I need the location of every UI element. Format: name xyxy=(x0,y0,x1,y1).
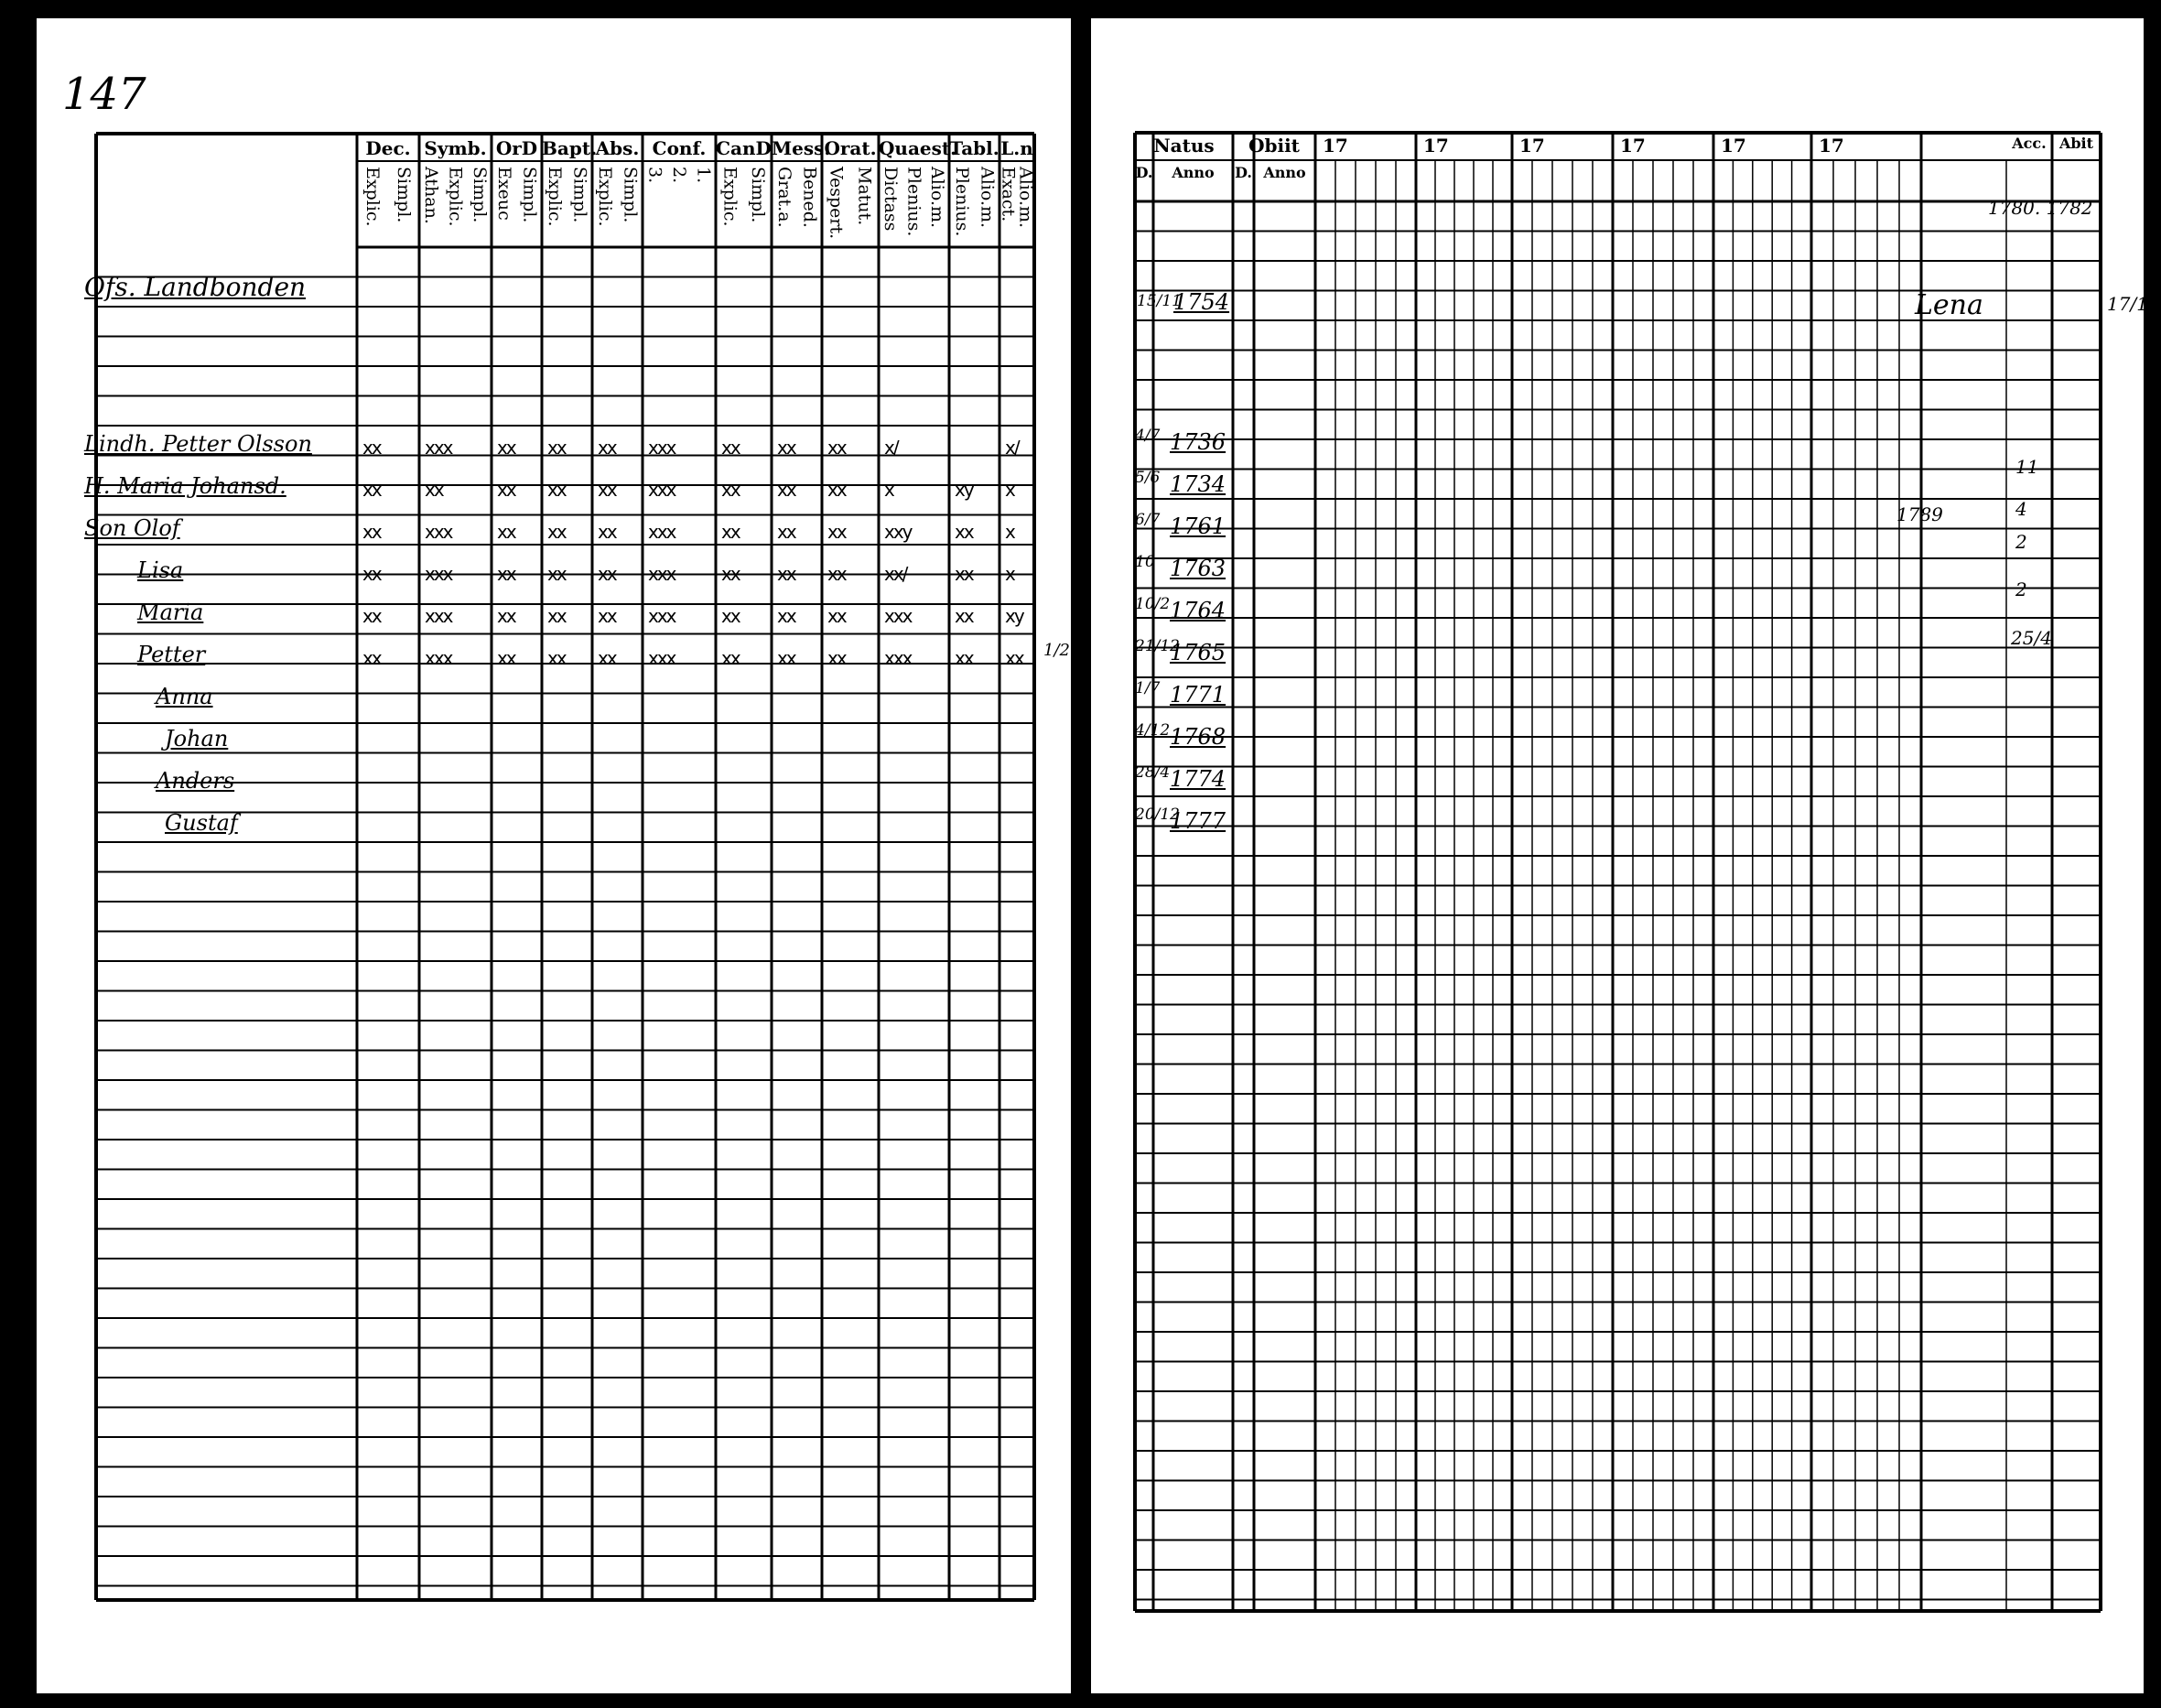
entry-name: Johan xyxy=(165,726,229,751)
birth-day: 6/7 xyxy=(1135,511,1161,529)
exam-mark: xx xyxy=(721,647,740,669)
entry-name: Anna xyxy=(156,684,213,709)
exam-mark: xx xyxy=(547,521,566,543)
column-subheader: Matut. xyxy=(854,167,875,226)
exam-mark: xx xyxy=(362,521,381,543)
column-header-label: OrD xyxy=(495,137,538,159)
natus-header: Natus xyxy=(1153,135,1215,157)
birth-day: 4/12 xyxy=(1135,721,1171,740)
exam-mark: xx xyxy=(721,605,740,627)
obiit-day-header: D. xyxy=(1235,164,1252,181)
birth-day: 28/4 xyxy=(1135,763,1171,782)
exam-mark: x/ xyxy=(1005,437,1019,459)
column-subheader: Simpl. xyxy=(747,167,768,223)
column-header-label: Quaest. xyxy=(879,137,957,159)
birth-year: 1777 xyxy=(1170,808,1226,834)
exam-mark: xxx xyxy=(425,437,452,459)
column-subheader: Plenius. xyxy=(951,167,972,237)
column-subheader: Simpl. xyxy=(394,167,414,223)
year-column-header: 17 xyxy=(1519,135,1545,157)
entry-name: Petter xyxy=(137,642,206,667)
exam-mark: xx xyxy=(827,479,846,501)
exam-mark: xx xyxy=(1005,647,1023,669)
abiit-header: Abit xyxy=(2058,135,2094,152)
column-subheader: Bened. xyxy=(799,167,820,228)
birth-day: 1/7 xyxy=(1135,679,1161,697)
birth-year: 1734 xyxy=(1170,471,1226,497)
exam-mark: x xyxy=(884,479,893,501)
entry-name: Lindh. Petter Olsson xyxy=(84,431,312,457)
exam-mark: xx xyxy=(827,437,846,459)
accessit-note: 1789 xyxy=(1896,503,1943,525)
column-subheader: Alio.m. xyxy=(977,167,998,229)
exam-mark: xx xyxy=(547,647,566,669)
right-ledger-page xyxy=(1091,18,2160,1693)
exam-mark: xx/ xyxy=(884,563,907,585)
heading-side-note: 17/13 xyxy=(2107,293,2160,315)
birth-year: 1765 xyxy=(1170,640,1226,665)
column-subheader: Vespert. xyxy=(826,167,847,240)
exam-mark: xx xyxy=(497,605,515,627)
exam-mark: xx xyxy=(362,647,381,669)
accessit-note: 11 xyxy=(2015,456,2039,478)
exam-mark: xx xyxy=(598,605,616,627)
exam-mark: xx xyxy=(598,647,616,669)
column-subheader: Athan. xyxy=(421,167,442,224)
column-header-label: Mess. xyxy=(772,137,831,159)
column-header-label: Bapt. xyxy=(542,137,598,159)
column-subheader: Explic. xyxy=(544,167,565,227)
exam-mark: xx xyxy=(362,437,381,459)
accessit-header: Acc. xyxy=(2012,135,2047,152)
exam-mark: xxx xyxy=(884,647,912,669)
natus-day-header: D. xyxy=(1135,164,1153,181)
right-ledger-grid xyxy=(1091,18,2144,1693)
column-subheader: Explic. xyxy=(594,167,615,227)
exam-mark: xxx xyxy=(648,605,675,627)
exam-mark: xx xyxy=(598,479,616,501)
exam-mark: xx xyxy=(777,437,795,459)
exam-mark: xxx xyxy=(425,563,452,585)
exam-mark: xxx xyxy=(648,479,675,501)
accessit-note: 2 xyxy=(2015,531,2027,553)
exam-mark: xxx xyxy=(425,605,452,627)
exam-mark: xxx xyxy=(425,647,452,669)
entry-name: H. Maria Johansd. xyxy=(84,473,286,499)
exam-mark: x xyxy=(1005,563,1014,585)
exam-mark: xxy xyxy=(884,521,912,543)
margin-note: 1/2 xyxy=(1043,641,1070,660)
exam-mark: xx xyxy=(598,437,616,459)
column-subheader: 1. xyxy=(693,167,714,184)
column-subheader: Grat.a. xyxy=(773,167,794,228)
exam-mark: xx xyxy=(777,647,795,669)
natus-anno-header: Anno xyxy=(1172,164,1215,181)
exam-mark: xxx xyxy=(648,647,675,669)
obiit-header: Obiit xyxy=(1248,135,1300,157)
exam-mark: xx xyxy=(827,521,846,543)
left-ledger-grid xyxy=(37,18,1071,1693)
exam-mark: xx xyxy=(497,563,515,585)
exam-mark: xx xyxy=(827,647,846,669)
year-column-header: 17 xyxy=(1721,135,1746,157)
exam-mark: xx xyxy=(362,479,381,501)
entry-name: Gustaf xyxy=(165,810,238,836)
exam-mark: x/ xyxy=(884,437,898,459)
exam-mark: xx xyxy=(598,521,616,543)
exam-mark: xx xyxy=(721,479,740,501)
exam-mark: xx xyxy=(721,437,740,459)
birth-day: 10 xyxy=(1135,553,1155,571)
accessit-note: 25/4 xyxy=(2011,627,2052,649)
birth-year: 1736 xyxy=(1170,429,1226,455)
heading-birth-day: 15/11 xyxy=(1137,292,1182,310)
exam-mark: x xyxy=(1005,521,1014,543)
birth-day: 21/12 xyxy=(1135,637,1180,655)
exam-mark: xx xyxy=(721,563,740,585)
exam-mark: xy xyxy=(1005,605,1023,627)
exam-mark: xx xyxy=(362,605,381,627)
column-subheader: 2. xyxy=(669,167,689,184)
year-column-header: 17 xyxy=(1423,135,1449,157)
birth-day: 5/6 xyxy=(1135,469,1161,487)
column-subheader: Alio.m. xyxy=(927,167,948,229)
column-subheader: Plenius. xyxy=(903,167,924,237)
exam-mark: xx xyxy=(547,437,566,459)
exam-mark: xx xyxy=(721,521,740,543)
exam-mark: xxx xyxy=(648,521,675,543)
exam-mark: xx xyxy=(497,521,515,543)
column-header-label: CanD xyxy=(716,137,772,159)
exam-mark: xxx xyxy=(425,521,452,543)
column-subheader: Simpl. xyxy=(469,167,490,223)
column-subheader: Exeuc xyxy=(493,167,514,221)
accessit-note: 2 xyxy=(2015,578,2027,600)
exam-mark: xx xyxy=(497,647,515,669)
exam-mark: xx xyxy=(598,563,616,585)
exam-mark: xx xyxy=(955,647,973,669)
birth-day: 4/7 xyxy=(1135,427,1161,445)
column-header-label: L.n xyxy=(1000,137,1033,159)
entry-name: Anders xyxy=(156,768,235,794)
birth-year: 1761 xyxy=(1170,513,1226,539)
exam-mark: xx xyxy=(362,563,381,585)
exam-mark: xx xyxy=(777,605,795,627)
column-subheader: Explic. xyxy=(719,167,740,227)
exam-mark: xx xyxy=(827,605,846,627)
exam-mark: xx xyxy=(777,563,795,585)
household-heading: Ofs. Landbonden xyxy=(84,272,307,302)
column-header-label: Tabl. xyxy=(949,137,999,159)
entry-name: Maria xyxy=(137,600,204,625)
column-subheader: Dictass xyxy=(880,167,901,232)
exam-mark: xx xyxy=(777,479,795,501)
column-header-label: Symb. xyxy=(424,137,487,159)
page-number: 147 xyxy=(62,69,146,120)
year-column-header: 17 xyxy=(1323,135,1348,157)
exam-mark: xx xyxy=(497,479,515,501)
birth-year: 1768 xyxy=(1170,724,1226,750)
birth-year: 1764 xyxy=(1170,598,1226,623)
exam-mark: xx xyxy=(497,437,515,459)
column-header-label: Orat. xyxy=(824,137,877,159)
year-column-header: 17 xyxy=(1620,135,1646,157)
exam-mark: xx xyxy=(777,521,795,543)
exam-mark: xx xyxy=(955,605,973,627)
obiit-anno-header: Anno xyxy=(1263,164,1306,181)
year-column-header: 17 xyxy=(1819,135,1844,157)
column-subheader: Explic. xyxy=(445,167,466,227)
left-ledger-page xyxy=(37,18,1071,1693)
column-header-label: Abs. xyxy=(595,137,640,159)
column-subheader: Simpl. xyxy=(519,167,540,223)
column-header-label: Conf. xyxy=(652,137,707,159)
column-subheader: Alio.m. xyxy=(1015,167,1036,229)
heading-note: Lena xyxy=(1915,289,1983,321)
column-subheader: Explic. xyxy=(362,167,383,227)
exam-mark: xxx xyxy=(648,563,675,585)
exam-mark: xx xyxy=(955,521,973,543)
column-header-label: Dec. xyxy=(365,137,411,159)
birth-year: 1774 xyxy=(1170,766,1226,792)
birth-day: 20/12 xyxy=(1135,805,1180,824)
exam-mark: xy xyxy=(955,479,973,501)
exam-mark: xxx xyxy=(648,437,675,459)
exam-mark: x xyxy=(1005,479,1014,501)
birth-day: 10/2 xyxy=(1135,595,1171,613)
exam-mark: xx xyxy=(425,479,443,501)
column-subheader: Simpl. xyxy=(569,167,590,223)
accessit-note: 4 xyxy=(2015,498,2027,520)
birth-year: 1763 xyxy=(1170,556,1226,581)
heading-birth-year: 1754 xyxy=(1173,289,1230,315)
exam-mark: xx xyxy=(955,563,973,585)
exam-mark: xx xyxy=(547,563,566,585)
exam-mark: xx xyxy=(547,479,566,501)
column-subheader: Simpl. xyxy=(620,167,641,223)
entry-name: Son Olof xyxy=(84,515,180,541)
entry-name: Lisa xyxy=(137,557,184,583)
column-subheader: 3. xyxy=(644,167,665,184)
top-right-note: 1780. 1782 xyxy=(1988,197,2093,219)
exam-mark: xx xyxy=(547,605,566,627)
exam-mark: xx xyxy=(827,563,846,585)
birth-year: 1771 xyxy=(1170,682,1226,708)
exam-mark: xxx xyxy=(884,605,912,627)
column-subheader: Exact. xyxy=(998,167,1019,222)
